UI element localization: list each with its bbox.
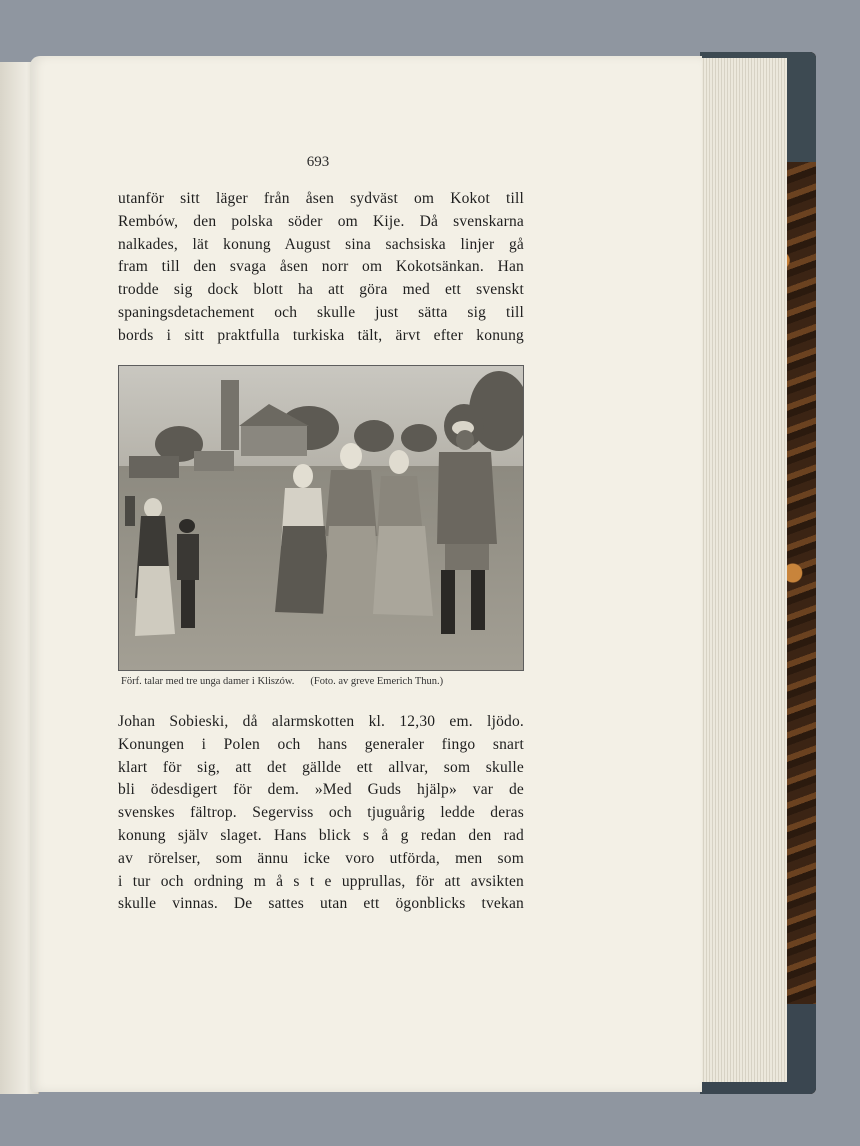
text-line: nalkades, lät konung August sina sachsiska linjer gå <box>118 235 524 253</box>
text-line: Konungen i Polen och hans generaler fingo snart <box>118 735 524 753</box>
text-line: Rembów, den polska söder om Kije. Då svenskarna <box>118 212 524 230</box>
caption-text: Förf. talar med tre unga damer i Kliszów. <box>121 676 295 687</box>
text-line: i tur och ordning m å s t e upprullas, för att avsikten <box>118 872 524 890</box>
photo-illustration <box>119 366 523 670</box>
text-line: spaningsdetachement och skulle just sätta sig till <box>118 303 524 321</box>
figure-caption <box>121 676 525 687</box>
page-stack-edges <box>694 58 787 1082</box>
text-line: utanför sitt läger från åsen sydväst om Kokot till <box>118 190 524 207</box>
photograph <box>118 365 524 671</box>
top-paragraph <box>118 188 524 348</box>
page-number: 693 <box>306 154 330 170</box>
text-line: bli ödesdigert för dem. »Med Guds hjälp» var de <box>118 781 524 799</box>
text-line: bords i sitt praktfulla turkiska tält, ärvt efter konung <box>118 326 524 344</box>
bottom-paragraph <box>118 711 524 916</box>
text-line: Johan Sobieski, då alarmskotten kl. 12,30 em. ljödo. <box>118 713 524 730</box>
text-line: svenskes fältrop. Segerviss och tjuguårig ledde deras <box>118 804 524 822</box>
text-line: klart för sig, att det gällde ett allvar, som skulle <box>118 758 524 776</box>
text-line: fram till den svaga åsen norr om Kokotsänkan. Han <box>118 258 524 276</box>
text-line: av rörelser, som ännu icke voro utförda, men som <box>118 849 524 867</box>
text-line: konung själv slaget. Hans blick s å g redan den rad <box>118 826 524 844</box>
photo-credit: (Foto. av greve Emerich Thun.) <box>310 676 444 687</box>
text-line: trodde sig dock blott ha att göra med ett svenskt <box>118 281 524 299</box>
text-line: skulle vinnas. De sattes utan ett ögonblicks tvekan <box>118 895 524 913</box>
